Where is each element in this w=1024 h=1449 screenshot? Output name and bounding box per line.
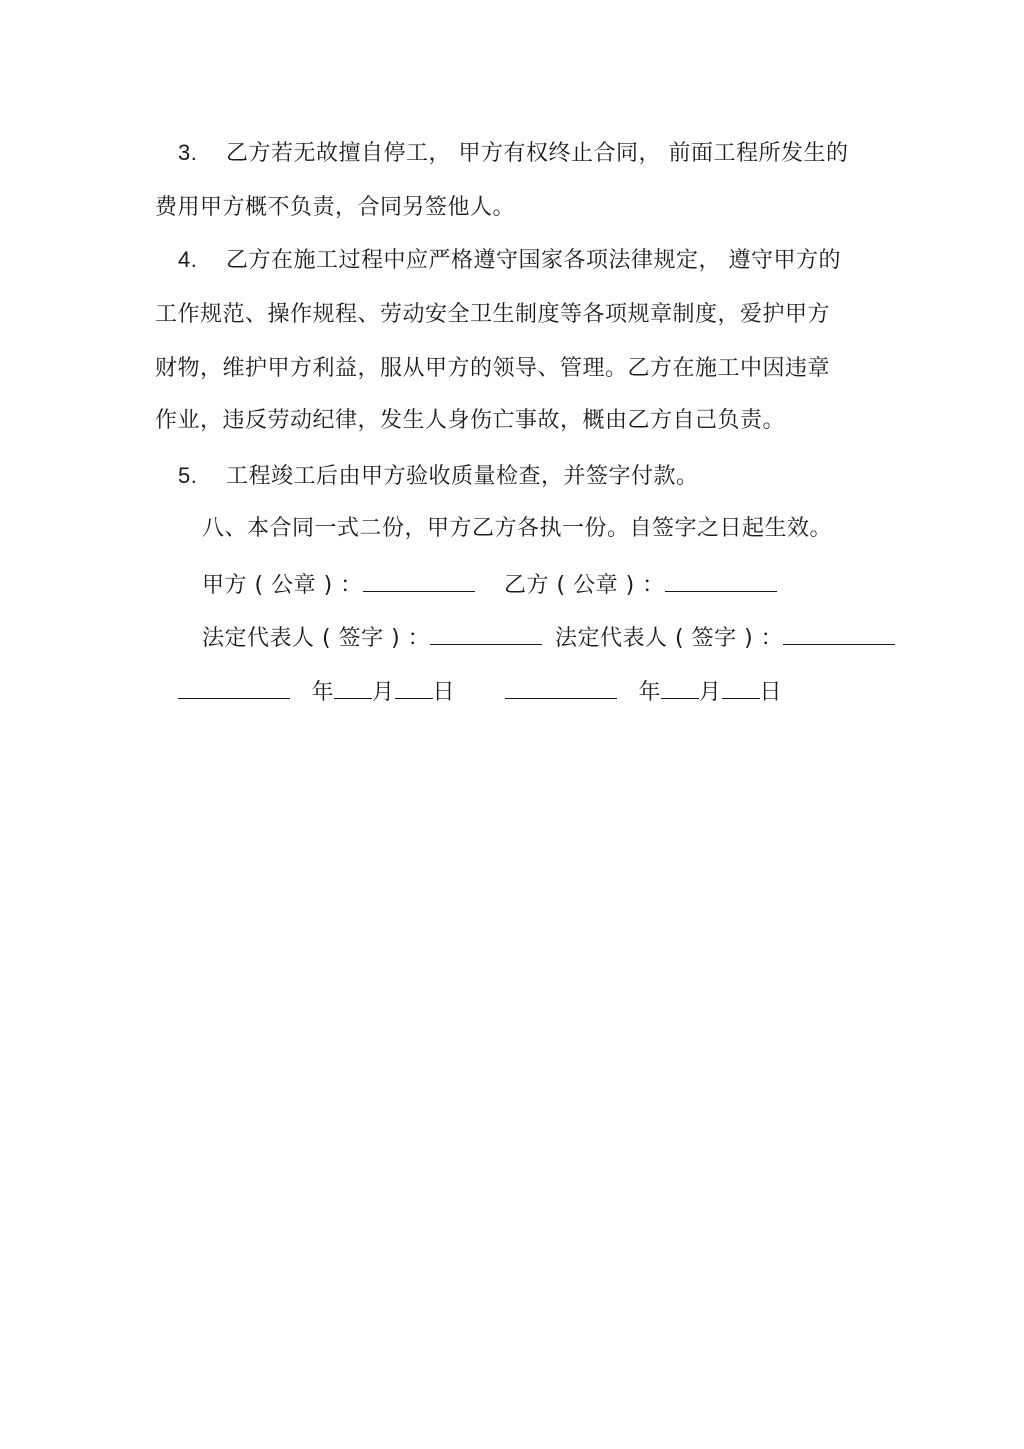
- party-b-date-row: [505, 676, 782, 708]
- day-label: 日: [759, 680, 783, 705]
- party-b-date-blank[interactable]: [505, 676, 617, 699]
- clause-eight: 八、本合同一式二份，甲方乙方各执一份。自签字之日起生效。: [202, 516, 833, 541]
- party-b-rep-blank[interactable]: [783, 622, 895, 645]
- item-number: 5.: [178, 463, 198, 488]
- party-a-rep-label: 法定代表人 ( 签字 ) ：: [202, 626, 431, 651]
- party-a-date-row: [178, 676, 455, 708]
- item-3-line-2: 费用甲方概不负责，合同另签他人。: [155, 195, 516, 220]
- item-4-line-3: 财物，维护甲方利益，服从甲方的领导、管理。乙方在施工中因违章: [155, 356, 831, 381]
- item-4-line-2: 工作规范、操作规程、劳动安全卫生制度等各项规章制度，爱护甲方: [155, 302, 831, 327]
- party-a-seal-label: 甲方 ( 公章 ) ：: [202, 573, 363, 598]
- party-a-seal-row: [202, 569, 475, 601]
- party-a-rep-blank[interactable]: [430, 622, 542, 645]
- party-b-seal-label: 乙方 ( 公章 ) ：: [504, 573, 665, 598]
- item-number: 3.: [178, 140, 198, 165]
- item-text: 乙方若无故擅自停工， 甲方有权终止合同， 前面工程所发生的: [226, 141, 849, 166]
- month-blank[interactable]: [334, 676, 372, 699]
- item-5-line-1: [178, 461, 699, 492]
- item-text: 工程竣工后由甲方验收质量检查，并签字付款。: [226, 464, 699, 489]
- item-4-line-4: 作业，违反劳动纪律，发生人身伤亡事故，概由乙方自己负责。: [155, 408, 786, 433]
- year-label: 年: [638, 680, 662, 705]
- day-blank[interactable]: [722, 676, 760, 699]
- item-3-line-1: [178, 138, 849, 169]
- party-b-seal-blank[interactable]: [665, 569, 777, 592]
- month-label: 月: [699, 680, 722, 705]
- party-a-date-blank[interactable]: [178, 676, 290, 699]
- item-number: 4.: [178, 247, 198, 272]
- month-blank[interactable]: [661, 676, 699, 699]
- item-4-line-1: [178, 245, 841, 276]
- year-label: 年: [311, 680, 335, 705]
- party-b-seal-row: [504, 569, 777, 601]
- party-b-rep-row: [555, 622, 895, 654]
- party-b-rep-label: 法定代表人 ( 签字 ) ：: [555, 626, 784, 651]
- day-label: 日: [432, 680, 456, 705]
- month-label: 月: [372, 680, 395, 705]
- party-a-seal-blank[interactable]: [363, 569, 475, 592]
- party-a-rep-row: [202, 622, 542, 654]
- item-text: 乙方在施工过程中应严格遵守国家各项法律规定， 遵守甲方的: [226, 248, 841, 273]
- day-blank[interactable]: [395, 676, 433, 699]
